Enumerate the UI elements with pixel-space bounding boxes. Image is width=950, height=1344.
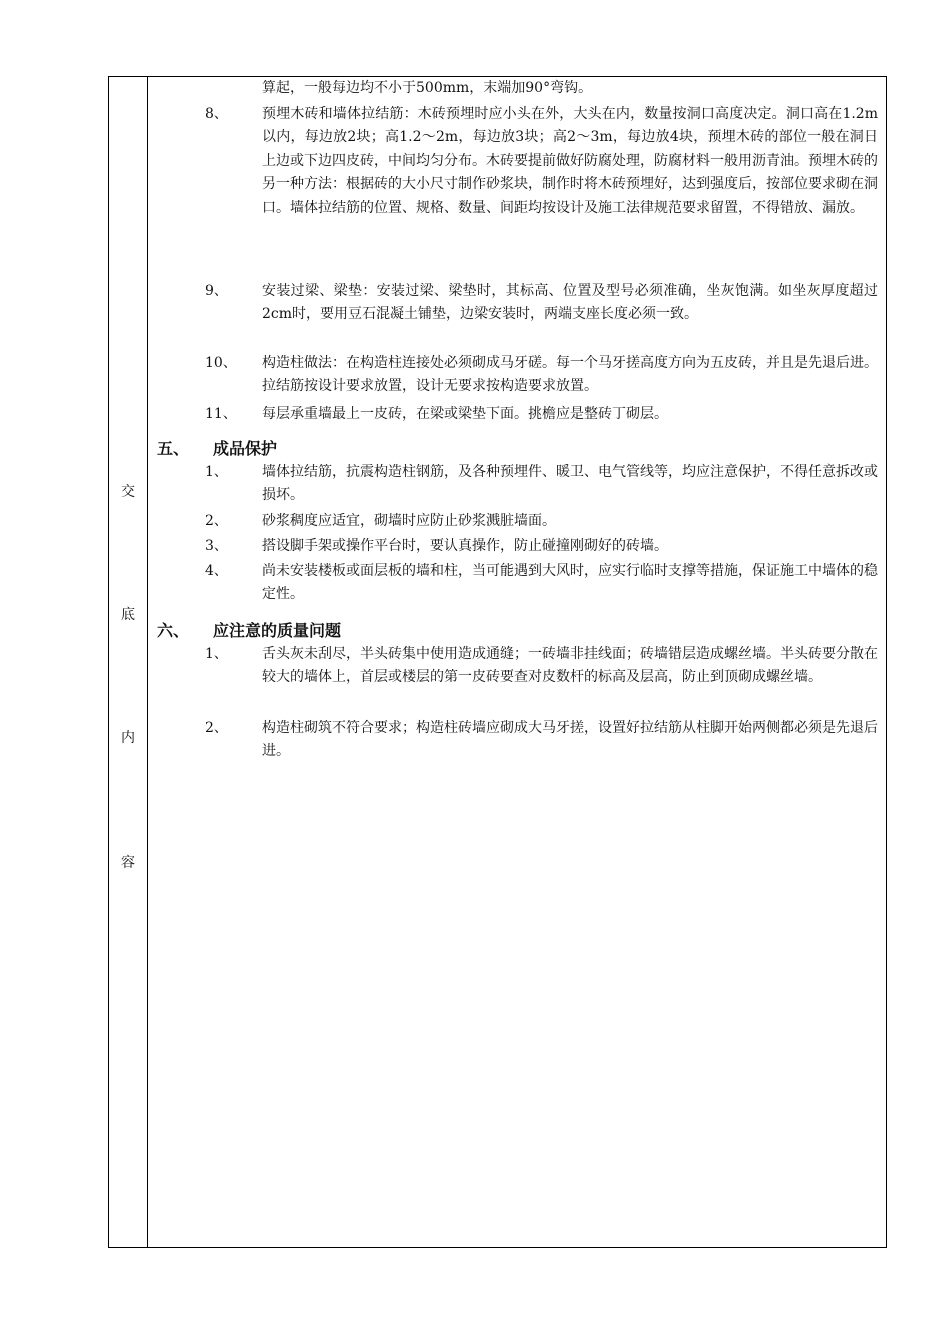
item-text: 墙体拉结筋，抗震构造柱钢筋，及各种预埋件、暖卫、电气管线等，均应注意保护，不得任意拆改或损坏。 — [262, 464, 878, 504]
list-item — [149, 403, 878, 426]
item-text: 安装过梁、梁垫：安装过梁、梁垫时，其标高、位置及型号必须准确，坐灰饱满。如坐灰厚度超过2cm时，要用豆石混凝土铺垫，边梁安装时，两端支座长度必须一致。 — [262, 283, 878, 323]
item-text: 构造柱做法：在构造柱连接处必须砌成马牙磋。每一个马牙搓高度方向为五皮砖，并且是先退后进。拉结筋按设计要求放置，设计无要求按构造要求放置。 — [262, 355, 878, 395]
list-item — [149, 717, 878, 764]
item-number: 1、 — [205, 646, 228, 662]
list-item — [149, 535, 878, 558]
document-table — [108, 76, 887, 1248]
section-number: 六、 — [157, 621, 190, 640]
item-text: 构造柱砌筑不符合要求；构造柱砖墙应砌成大马牙搓，设置好拉结筋从柱脚开始两侧都必须是先退后进。 — [262, 720, 878, 760]
item-text: 每层承重墙最上一皮砖，在梁或梁垫下面。挑檐应是整砖丁砌层。 — [262, 406, 668, 422]
side-label-column — [109, 77, 148, 1247]
item-number: 2、 — [205, 513, 228, 529]
section-heading — [157, 618, 341, 641]
continuation-text: 算起，一般每边均不小于500mm，末端加90°弯钩。 — [262, 80, 593, 96]
item-number: 9、 — [205, 283, 228, 299]
item-number: 11、 — [205, 406, 237, 422]
item-number: 4、 — [205, 563, 228, 579]
list-item — [149, 280, 878, 327]
item-text: 预埋木砖和墙体拉结筋：木砖预埋时应小头在外，大头在内，数量按洞口高度决定。洞口高在1.2m以内，每边放2块；高1.2～2m，每边放3块；高2～3m，每边放4块，预埋木砖的部位一般在洞日上边或下边四皮砖，中间均匀分布。木砖要提前做好防腐处理，防腐材料一般用沥青油。预埋木砖的另一种方法：根据砖的大小尺寸制作砂浆块，制作时将木砖预埋好，达到强度后，按部位要求砌在洞口。墙体拉结筋的位置、规格、数量、间距均按设计及施工法律规范要求留置，不得错放、漏放。 — [262, 106, 878, 216]
side-label-char: 容 — [121, 855, 135, 871]
side-label-char: 底 — [121, 607, 135, 623]
item-number: 1、 — [205, 464, 228, 480]
content-cell — [149, 77, 886, 1247]
list-item — [149, 461, 878, 508]
item-number: 10、 — [205, 355, 237, 371]
list-item — [149, 510, 878, 533]
section-title: 成品保护 — [213, 439, 278, 458]
section-number: 五、 — [157, 439, 190, 458]
item-text: 舌头灰未刮尽，半头砖集中使用造成通缝；一砖墙非挂线面；砖墙错层造成螺丝墙。半头砖要分散在较大的墙体上，首层或楼层的第一皮砖要查对皮数杆的标高及层高，防止到顶砌成螺丝墙。 — [262, 646, 878, 686]
list-item — [149, 352, 878, 399]
item-number: 2、 — [205, 720, 228, 736]
list-item — [149, 643, 878, 690]
list-item — [149, 103, 878, 220]
item-text: 搭设脚手架或操作平台时，要认真操作，防止碰撞刚砌好的砖墙。 — [262, 538, 668, 554]
item-number: 8、 — [205, 106, 228, 122]
item-text: 砂浆稠度应适宜，砌墙时应防止砂浆溅脏墙面。 — [262, 513, 556, 529]
side-label-char: 交 — [121, 484, 135, 500]
side-label-char: 内 — [121, 730, 135, 746]
section-title: 应注意的质量问题 — [213, 621, 342, 640]
item-text: 尚未安装楼板或面层板的墙和柱，当可能遇到大风时，应实行临时支撑等措施，保证施工中墙体的稳定性。 — [262, 563, 878, 603]
section-heading — [157, 436, 277, 459]
item-number: 3、 — [205, 538, 228, 554]
list-item — [149, 560, 878, 607]
